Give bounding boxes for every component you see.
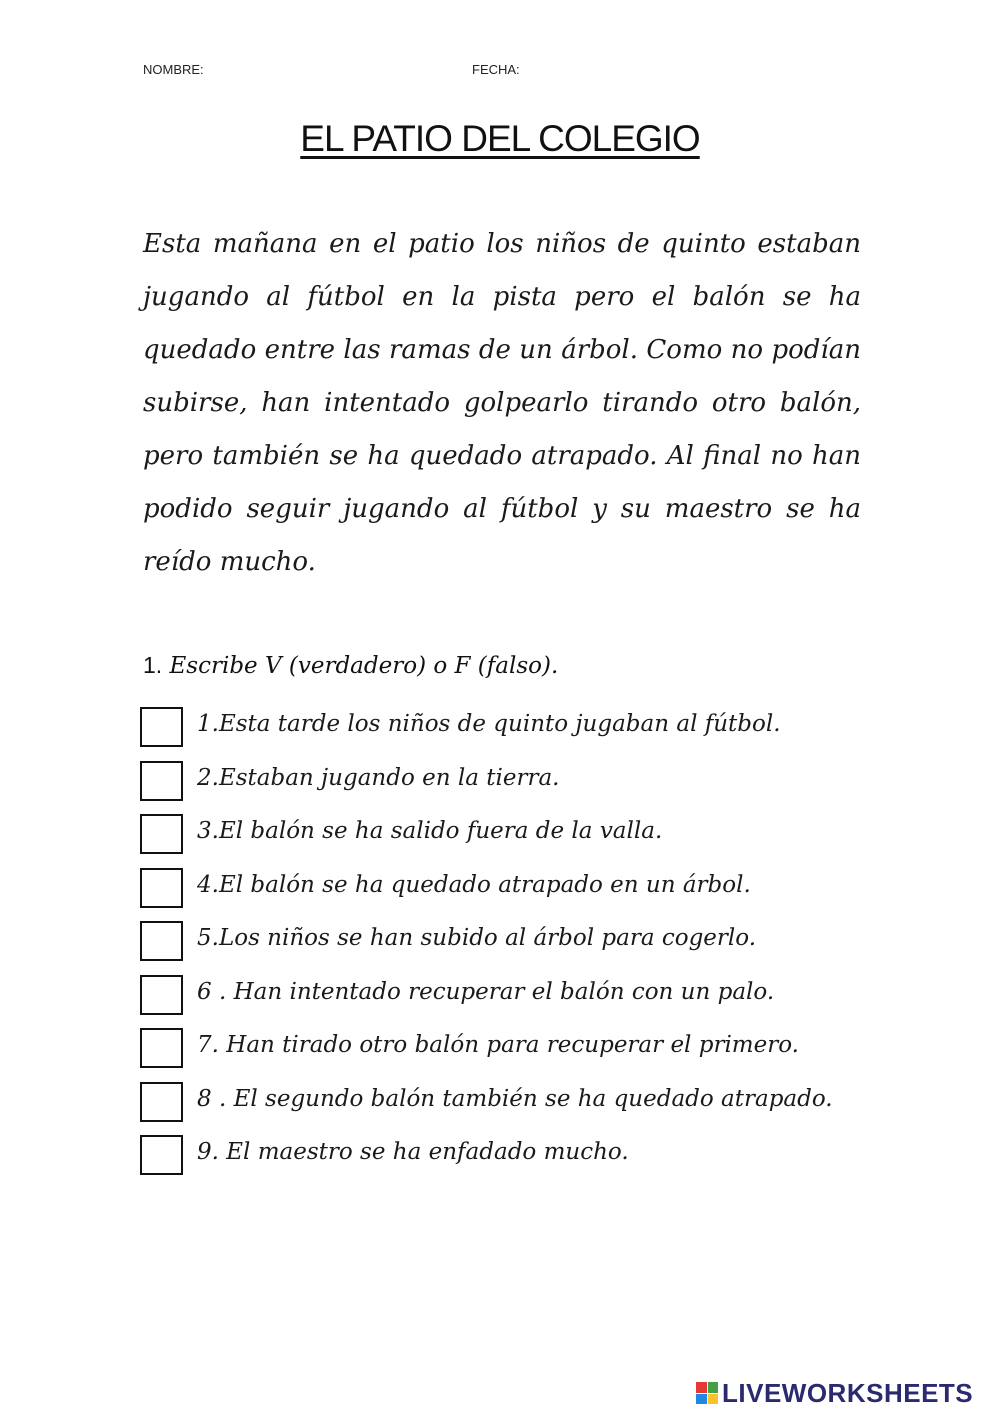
worksheet-title: EL PATIO DEL COLEGIO xyxy=(300,118,700,159)
logo-square-green xyxy=(708,1382,719,1393)
answer-box-7[interactable] xyxy=(140,1028,183,1068)
statement-text-8: 8 . El segundo balón también se ha quedado atrapado. xyxy=(197,1085,833,1112)
reading-passage: Esta mañana en el patio los niños de quinto estaban jugando al fútbol en la pista pero el balón se ha quedado entre las ramas de un árbol. Como no podían subirse, han intentado golpearlo tirando otro balón, pero también se ha quedado atrapado. Al final no han podido seguir jugando al fútbol y su maestro se ha reído mucho. xyxy=(143,229,861,577)
answer-box-6[interactable] xyxy=(140,975,183,1015)
statement-item xyxy=(140,919,940,973)
statement-text-5: 5.Los niños se han subido al árbol para cogerlo. xyxy=(197,925,757,951)
statement-item xyxy=(140,1133,940,1187)
logo-square-red xyxy=(696,1382,707,1393)
statement-item xyxy=(140,1026,940,1080)
name-label: NOMBRE: xyxy=(143,62,204,77)
statement-item xyxy=(140,866,940,920)
liveworksheets-brand xyxy=(696,1378,973,1408)
answer-box-4[interactable] xyxy=(140,868,183,908)
statement-text-9: 9. El maestro se ha enfadado mucho. xyxy=(197,1139,629,1165)
statement-text-4: 4.El balón se ha quedado atrapado en un árbol. xyxy=(197,871,751,898)
logo-square-yellow xyxy=(708,1394,719,1405)
statement-item xyxy=(140,759,940,813)
answer-box-9[interactable] xyxy=(140,1135,183,1175)
answer-box-1[interactable] xyxy=(140,707,183,747)
logo-square-blue xyxy=(696,1394,707,1405)
answer-box-8[interactable] xyxy=(140,1082,183,1122)
statement-item xyxy=(140,1080,940,1134)
statement-text-6: 6 . Han intentado recuperar el balón con un palo. xyxy=(197,978,775,1005)
statement-list xyxy=(140,705,940,1187)
answer-box-5[interactable] xyxy=(140,921,183,961)
date-label: FECHA: xyxy=(472,62,520,77)
exercise-instruction xyxy=(143,652,558,679)
liveworksheets-logo-icon xyxy=(696,1382,718,1404)
statement-item xyxy=(140,812,940,866)
statement-text-7: 7. Han tirado otro balón para recuperar el primero. xyxy=(197,1032,799,1058)
exercise-number: 1. xyxy=(143,652,163,678)
statement-item xyxy=(140,705,940,759)
answer-box-3[interactable] xyxy=(140,814,183,854)
exercise-instruction-text: Escribe V (verdadero) o F (falso). xyxy=(169,653,559,679)
answer-box-2[interactable] xyxy=(140,761,183,801)
statement-text-3: 3.El balón se ha salido fuera de la valla. xyxy=(197,818,663,844)
statement-item xyxy=(140,973,940,1027)
brand-name: LIVEWORKSHEETS xyxy=(722,1377,974,1408)
statement-text-2: 2.Estaban jugando en la tierra. xyxy=(197,764,560,791)
student-header xyxy=(0,62,1000,82)
statement-text-1: 1.Esta tarde los niños de quinto jugaban al fútbol. xyxy=(197,711,781,737)
